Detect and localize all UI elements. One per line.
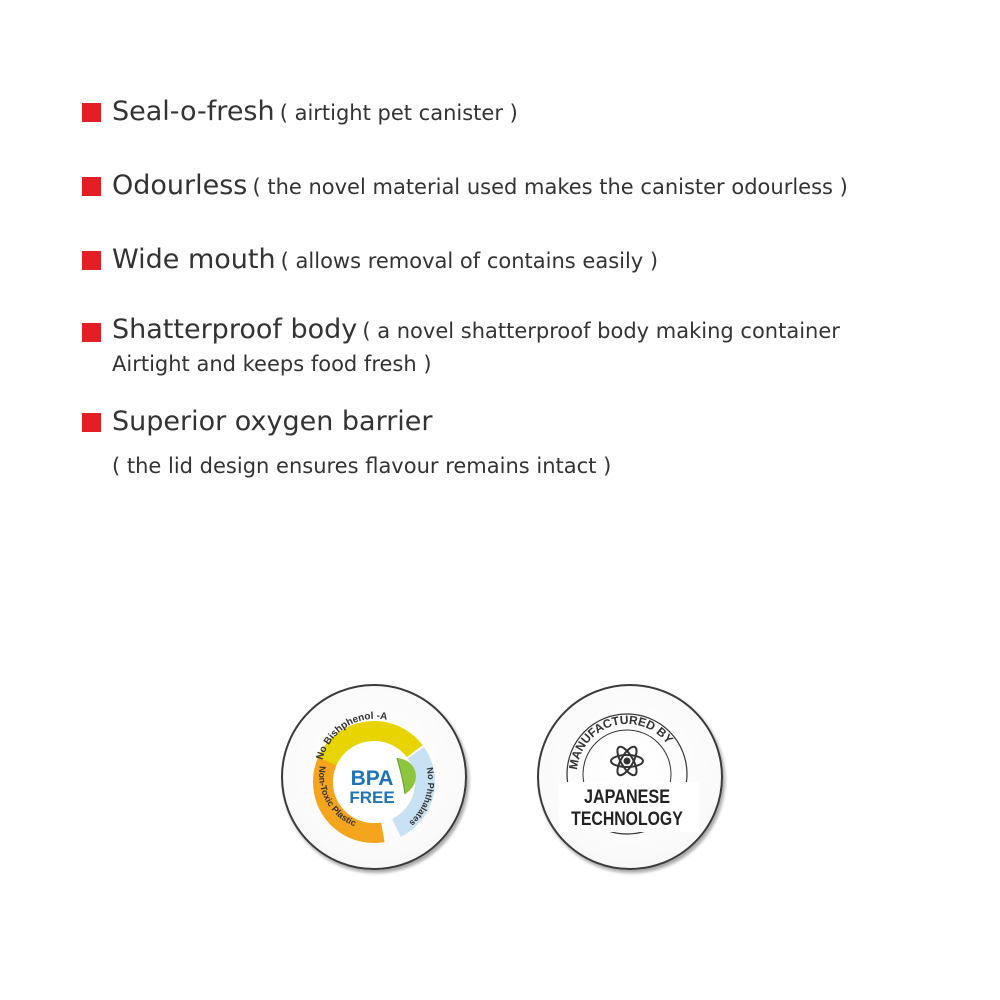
red-square-bullet-icon xyxy=(82,177,101,196)
manufactured-by-arc-text: MANUFACTURED BY xyxy=(566,712,676,771)
feature-description: ( the lid design ensures flavour remains intact ) xyxy=(112,454,612,478)
ring-text-top: No Bishphenol -A xyxy=(314,710,389,762)
feature-title: Superior oxygen barrier xyxy=(112,406,433,437)
red-square-bullet-icon xyxy=(82,323,101,342)
japanese-technology-badge xyxy=(537,684,723,870)
red-square-bullet-icon xyxy=(82,251,101,270)
bpa-label: BPA xyxy=(350,767,394,790)
feature-description: ( allows removal of contains easily ) xyxy=(280,249,659,273)
free-label: FREE xyxy=(349,788,395,807)
atom-icon xyxy=(611,744,643,778)
japanese-label: JAPANESE xyxy=(583,785,671,808)
technology-label: TECHNOLOGY xyxy=(571,807,683,830)
feature-title: Shatterproof body xyxy=(112,314,358,345)
feature-title: Odourless xyxy=(112,170,248,201)
feature-description: ( the novel material used makes the canister odourless ) xyxy=(252,175,848,199)
ring-text-right: No Phthalates xyxy=(407,766,437,829)
feature-description: ( airtight pet canister ) xyxy=(279,101,518,125)
feature-title: Wide mouth xyxy=(112,244,276,275)
red-square-bullet-icon xyxy=(82,413,101,432)
feature-description: ( a novel shatterproof body making container xyxy=(362,319,840,343)
feature-description-continued: Airtight and keeps food fresh ) xyxy=(112,352,432,376)
red-square-bullet-icon xyxy=(82,103,101,122)
feature-title: Seal-o-fresh xyxy=(112,96,275,127)
japanese-technology-emblem xyxy=(539,686,721,868)
bpa-free-badge xyxy=(281,684,467,870)
bpa-free-emblem xyxy=(283,686,465,868)
ring-text-left: Non-Toxic Plastic xyxy=(316,765,358,829)
